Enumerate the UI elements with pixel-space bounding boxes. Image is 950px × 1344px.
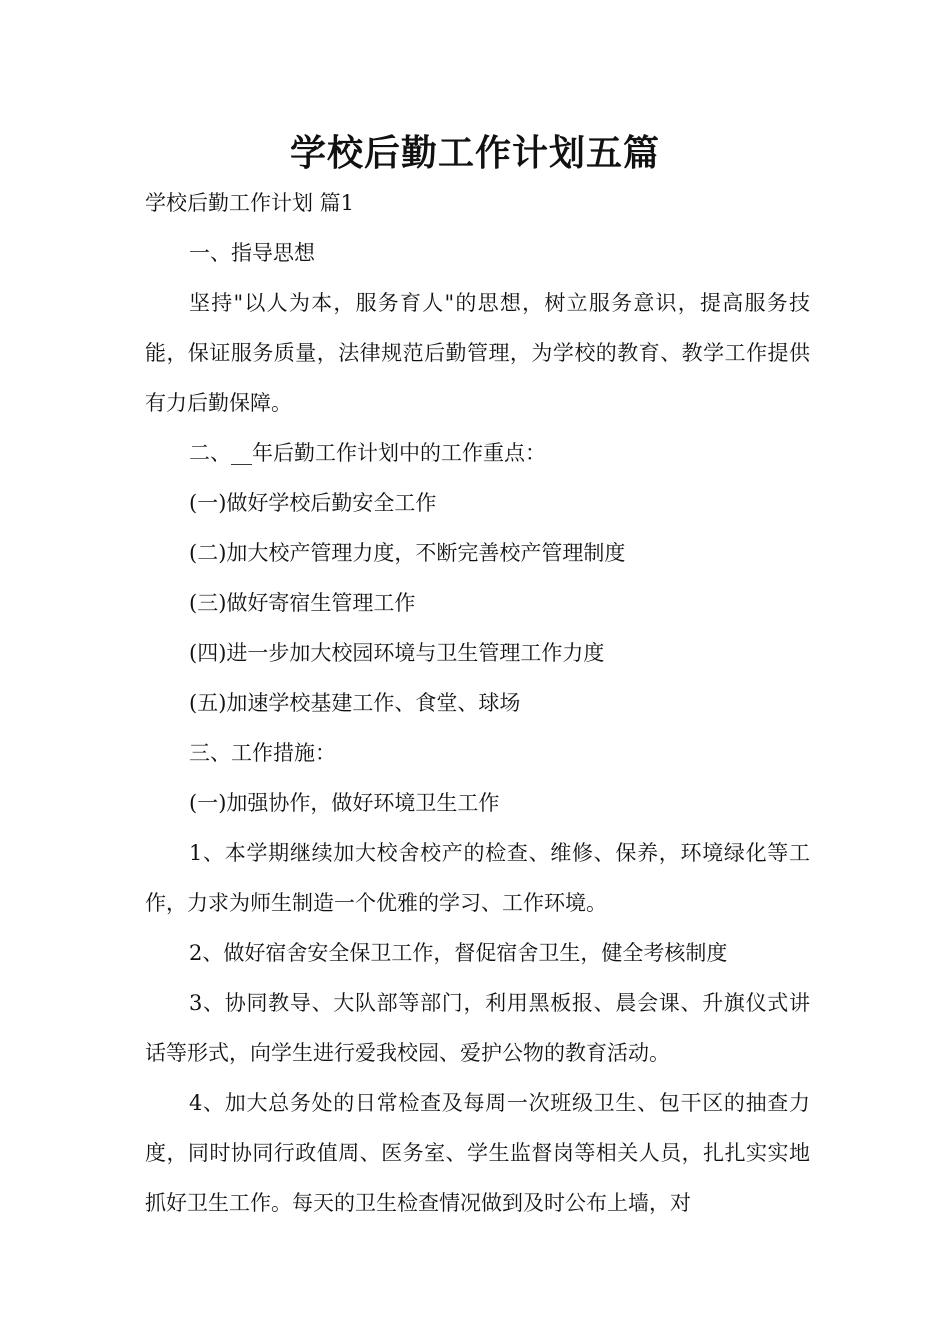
document-body (145, 178, 810, 1228)
paragraph: 2、做好宿舍安全保卫工作，督促宿舍卫生，健全考核制度 (189, 941, 728, 965)
document-title: 学校后勤工作计划五篇 (289, 132, 660, 174)
list-item: (三)做好寄宿生管理工作 (189, 591, 416, 615)
paragraph: 1、本学期继续加大校舍校产的检查、维修、保养，环境绿化等工作，力求为师生制造一个优雅的学习、工作环境。 (145, 841, 810, 915)
article-subtitle: 学校后勤工作计划 篇1 (145, 191, 355, 215)
list-item: (二)加大校产管理力度，不断完善校产管理制度 (189, 541, 626, 565)
section-heading-work-focus: 二、__年后勤工作计划中的工作重点： (189, 441, 546, 465)
paragraph: 坚持"以人为本，服务育人"的思想，树立服务意识，提高服务技能，保证服务质量，法律规范后勤管理，为学校的教育、教学工作提供有力后勤保障。 (145, 291, 810, 415)
section-heading-work-measures: 三、工作措施： (189, 741, 336, 765)
section-heading-guiding-ideology: 一、指导思想 (189, 241, 315, 265)
paragraph: 4、加大总务处的日常检查及每周一次班级卫生、包干区的抽查力度，同时协同行政值周、医务室、学生监督岗等相关人员，扎扎实实地抓好卫生工作。每天的卫生检查情况做到及时公布上墙，对 (145, 1091, 810, 1215)
paragraph: 3、协同教导、大队部等部门，利用黑板报、晨会课、升旗仪式讲话等形式，向学生进行爱我校园、爱护公物的教育活动。 (145, 991, 810, 1065)
list-item: (一)加强协作，做好环境卫生工作 (189, 791, 500, 815)
list-item: (五)加速学校基建工作、食堂、球场 (189, 691, 521, 715)
list-item: (四)进一步加大校园环境与卫生管理工作力度 (189, 641, 605, 665)
list-item: (一)做好学校后勤安全工作 (189, 491, 437, 515)
